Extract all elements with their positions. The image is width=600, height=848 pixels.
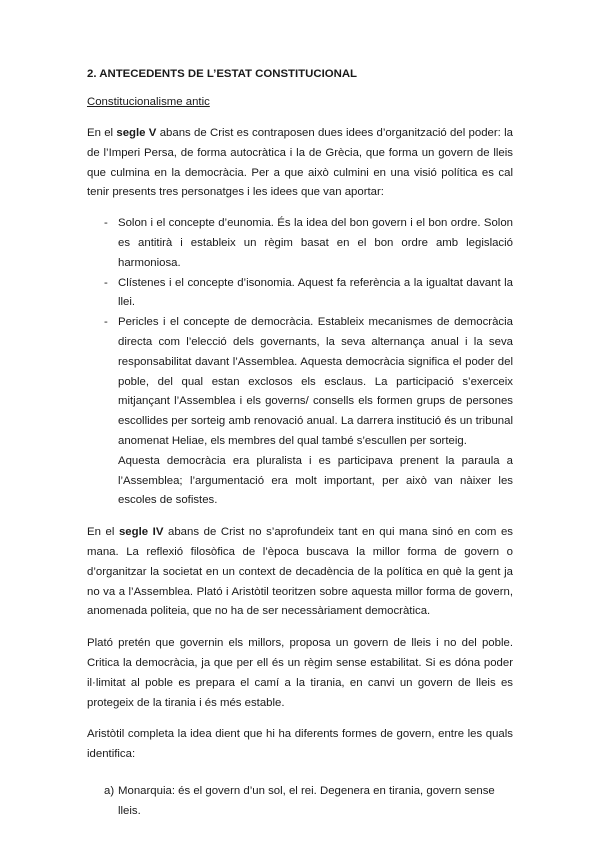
list-continuation: Aquesta democràcia era pluralista i es participava prenent la paraula a l’Assemblea; l’argumentació era molt important, per això van nàixer les escoles de sofistes. [118,454,513,507]
list-bullet: - [104,217,108,230]
paragraph-aristotil: Aristòtil completa la idea dient que hi ha diferents formes de govern, entre les quals identifica: [87,728,513,761]
list-bullet: - [104,276,108,289]
paragraph-plato: Plató pretén que governin els millors, proposa un govern de lleis i no del poble. Critica la democràcia, ja que per ell és un règim sense estabilitat. Si es dóna poder il·limitat al poble es prepara el camí a la tirania, en canvi un govern de lleis es protegeix de la tirania i és més estable. [87,637,513,709]
personages-list [87,214,513,452]
subsection-heading: Constitucionalisme antic [87,96,210,108]
p2-pre: En el [87,526,119,539]
section-heading: 2. ANTECEDENTS DE L’ESTAT CONSTITUCIONAL [87,68,358,80]
alpha-bullet: a) [104,784,115,797]
list-item [87,214,513,273]
list-item-text: Solon i el concepte d’eunomia. És la idea del bon govern i el bon ordre. Solon es antitirà i estableix un règim basat en el bon ordre amb legislació harmoniosa. [118,217,513,269]
list-item [87,274,513,314]
p2-bold: segle IV [118,526,164,539]
paragraph-segle-iv [87,523,513,622]
p1-bold: segle V [116,127,157,139]
list-bullet: - [104,316,108,329]
alpha-item-text: Monarquia: és el govern d’un sol, el rei. Degenera en tirania, govern sense lleis. [118,784,495,817]
p1-post: abans de Crist es contraposen dues idees d’organització del poder: la de l’Imperi Persa, de forma autocràtica i la de Grècia, que forma un govern de lleis que culmina en la democràcia. Per a que això culmini en una visió política es cal tenir presents tres personatges i les idees que van aportar: [87,127,513,199]
paragraph-segle-v [87,124,513,203]
p2-post: abans de Crist no s’aprofundeix tant en qui mana sinó en com es mana. La reflexió filosòfica de l’època buscava la millor forma de govern o d’organitzar la societat en un context de decadència de la política en què la gent ja no va a l’Assemblea. Plató i Aristòtil teoritzen sobre aquesta millor forma de govern, anomenada politeia, que no ha de ser necessàriament democràtica. [87,526,513,618]
list-item-text: Clístenes i el concepte d’isonomia. Aquest fa referència a la igualtat davant la llei. [118,276,513,309]
p1-pre: En el [87,127,117,139]
alpha-list-item [87,782,513,822]
list-item [87,313,513,452]
list-item-text: Pericles i el concepte de democràcia. Estableix mecanismes de democràcia directa com l’elecció dels governants, la seva alternança anual i la seva responsabilitat davant l’Assemblea. Aquesta democràcia significa el poder del poble, del qual estan exclosos els esclaus. La participació s’exerceix mitjançant l’Assemblea i els governs/ consells els formen grups de persones escollides per sorteig amb renovació anual. La darrera institució és un tribunal anomenat Heliae, els membres del qual també s’escullen per sorteig. [118,316,513,447]
